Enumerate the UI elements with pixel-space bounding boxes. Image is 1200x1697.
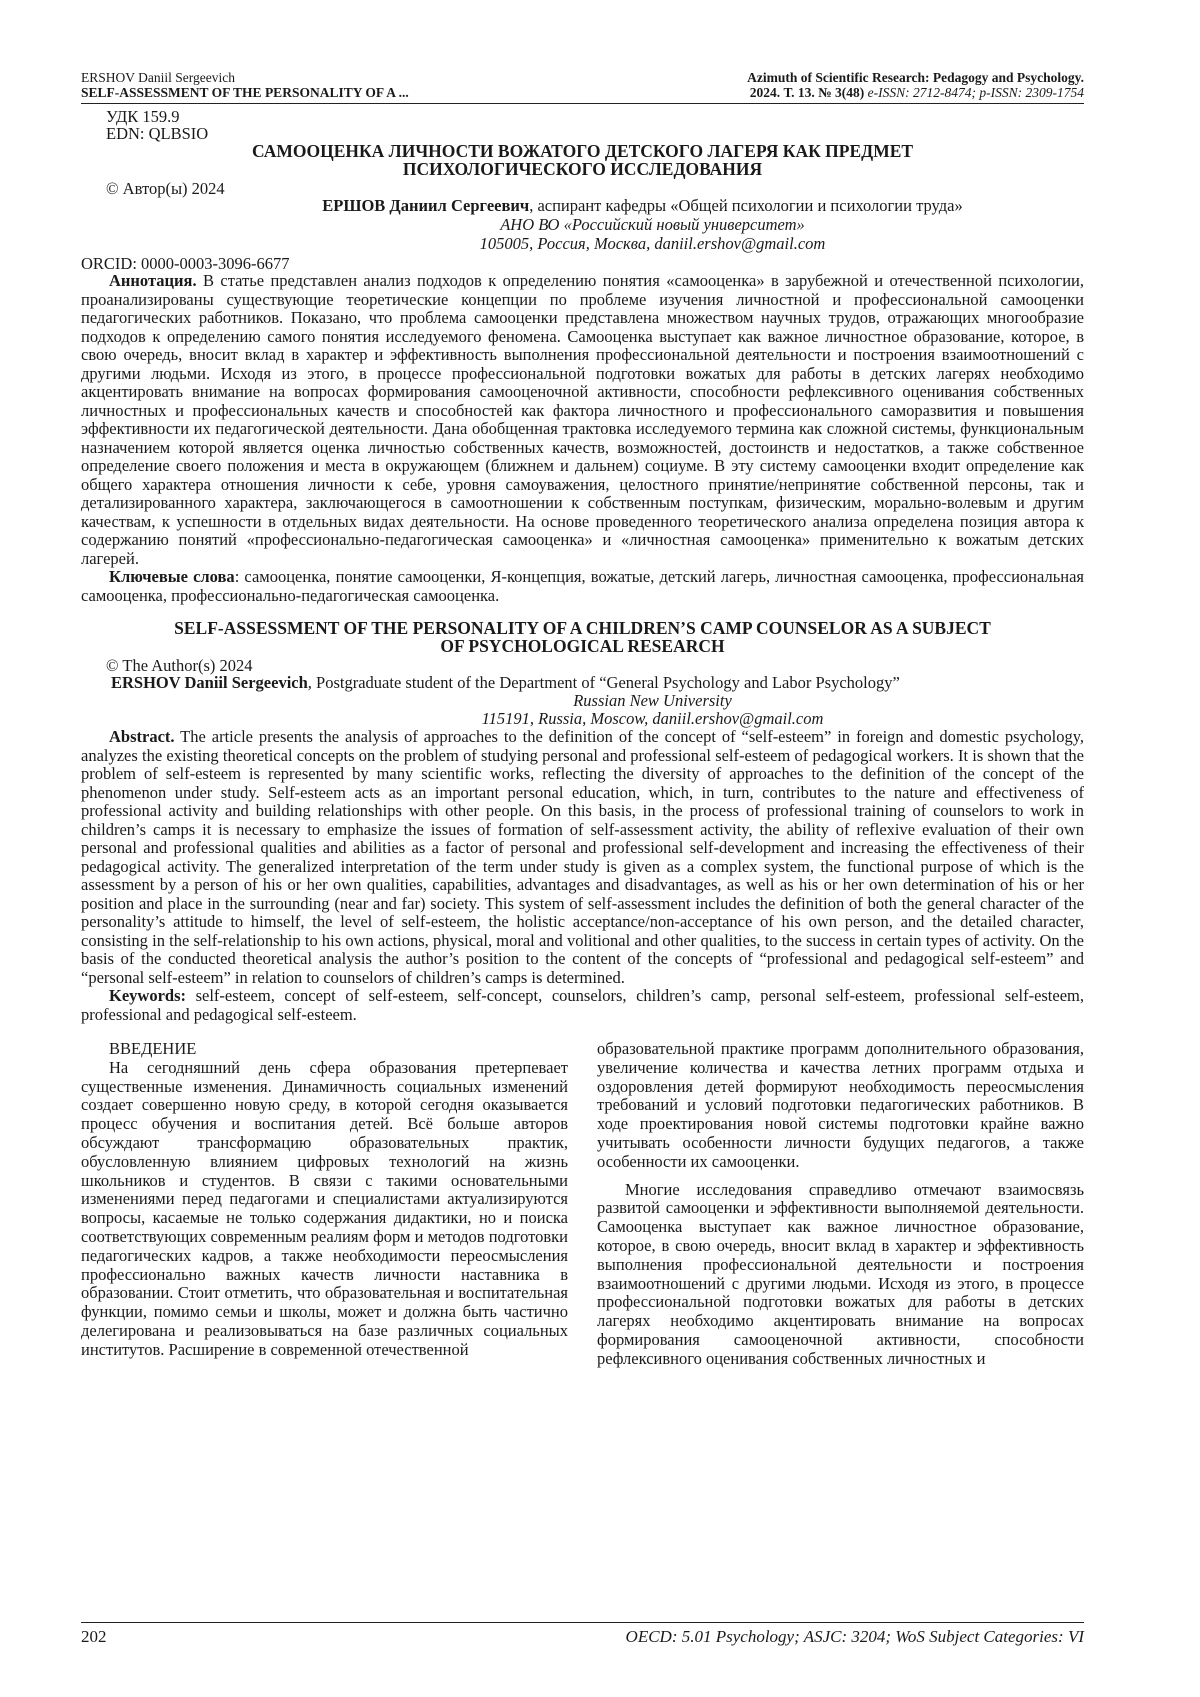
en-keywords xyxy=(81,987,1084,1024)
en-author-desc: , Postgraduate student of the Department of “General Psychology and Labor Psychology” xyxy=(307,673,900,692)
page-number: 202 xyxy=(81,1627,107,1646)
en-title xyxy=(91,619,1074,655)
en-title-line2: OF PSYCHOLOGICAL RESEARCH xyxy=(440,636,725,656)
footer-classification: OECD: 5.01 Psychology; ASJC: 3204; WoS Subject Categories: VI xyxy=(625,1627,1084,1646)
ru-keywords-label: Ключевые слова xyxy=(109,567,235,586)
ru-author xyxy=(201,197,1084,215)
en-copyright: © The Author(s) 2024 xyxy=(106,656,253,675)
right-column xyxy=(597,1040,1084,1369)
en-keywords-label: Keywords: xyxy=(109,986,186,1005)
header-right xyxy=(524,70,1084,100)
right-paragraph-continued: образовательной практике программ дополнительного образования, увеличение количества и качества летних программ отдыха и оздоровления детей формируют необходимость переосмысления требований и условий подготовки педагогических работников. В ходе проектирования новой системы подготовки крайне важно учитывать особенности личности будущих педагогов, а также особенности их самооценки. xyxy=(597,1039,1084,1171)
section-title: ВВЕДЕНИЕ xyxy=(109,1039,197,1058)
header-issn: e-ISSN: 2712-8474; p-ISSN: 2309-1754 xyxy=(867,85,1084,100)
page-footer xyxy=(81,1622,1084,1647)
ru-address: 105005, Россия, Москва, daniil.ershov@gmail.com xyxy=(479,234,826,253)
ru-author-name: ЕРШОВ Даниил Сергеевич xyxy=(322,196,530,215)
en-author-name: ERSHOV Daniil Sergeevich xyxy=(111,673,308,692)
orcid: ORCID: 0000-0003-3096-6677 xyxy=(81,254,290,273)
header-author: ERSHOV Daniil Sergeevich xyxy=(81,70,235,85)
ru-title xyxy=(121,142,1044,178)
ru-keywords xyxy=(81,568,1084,605)
ru-author-desc: , аспирант кафедры «Общей психологии и психологии труда» xyxy=(529,196,963,215)
body-columns xyxy=(81,1040,1084,1369)
en-affiliation: Russian New University xyxy=(573,691,732,710)
page xyxy=(81,70,1084,1369)
running-header xyxy=(81,70,1084,104)
right-paragraph: Многие исследования справедливо отмечают взаимосвязь развитой самооценки и эффективности выполняемой деятельности. Самооценка выступает как важное личностное образование, которое, в свою очередь, вносит вклад в характер и эффективность выполнения профессиональной деятельности и построения взаимоотношений с другими людьми. Исходя из этого, в процессе профессиональной подготовки вожатых для работы в детских лагерях необходимо акцентировать внимание на вопросах формирования самооценочной активности, способности рефлексивного оценивания собственных личностных и xyxy=(597,1179,1084,1368)
udc: УДК 159.9 xyxy=(106,107,180,126)
ru-abstract-label: Аннотация. xyxy=(109,271,197,290)
ru-abstract xyxy=(81,272,1084,568)
header-issue: 2024. Т. 13. № 3(48) xyxy=(749,85,865,100)
left-paragraph: На сегодняшний день сфера образования претерпевает существенные изменения. Динамичность социальных изменений создает совершенно новую среду, в которой сегодня оказывается процесс обучения и воспитания детей. Всё больше авторов обсуждают трансформацию образовательных практик, обусловленную влиянием цифровых технологий на жизнь школьников и студентов. В связи с такими основательными изменениями перед педагогами и специалистами актуализируются вопросы, касаемые не только содержания дидактики, но и поиска соответствующих современным реалиям форм и методов подготовки педагогических кадров, а также необходимости переосмысления профессионально важных качеств личности наставника в образовании. Стоит отметить, что образовательная и воспитательная функции, помимо семьи и школы, может и должна быть частично делегирована и реализовываться на базе различных социальных институтов. Расширение в современной отечественной xyxy=(81,1057,568,1359)
ru-title-line2: ПСИХОЛОГИЧЕСКОГО ИССЛЕДОВАНИЯ xyxy=(402,159,763,179)
en-abstract-text: The article presents the analysis of approaches to the definition of the concept of “self-esteem” in foreign and domestic psychology, analyzes the existing theoretical concepts on the problem of studying personal and professional self-esteem of pedagogical workers. It is shown that the problem of self-esteem is represented by many scientific works, reflecting the diversity of approaches to the definition of the concept of the phenomenon under study. Self-esteem acts as an important personal education, which, in turn, contributes to the nature and effectiveness of professional activity and building relationships with other people. On this basis, in the process of professional training of counselors to work in children’s camps it is necessary to emphasize the issues of formation of self-assessment activity, the ability of reflexive evaluation of their own personal and professional qualities and abilities as a factor of personal and professional self-development and increasing the effectiveness of their pedagogical activity. The generalized interpretation of the term under study is given as a complex system, the functional purpose of which is the assessment by a person of his or her own qualities, capabilities, advantages and disadvantages, as well as his or her own determination of his or her position and place in the surrounding (near and far) society. This system of self-assessment includes the definition of both the general character of the personality’s attitude to himself, the level of self-esteem, the holistic acceptance/non-acceptance of his own person, and the detailed character, consisting in the self-relationship to his own actions, physical, moral and volitional and other qualities, to the success in certain types of activity. On the basis of the conducted theoretical analysis the author’s position to the content of the concepts of “professional and pedagogical self-esteem” and “personal self-esteem” in relation to counselors of children’s camps is determined. xyxy=(81,727,1084,987)
left-column xyxy=(81,1040,568,1369)
header-journal: Azimuth of Scientific Research: Pedagogy and Psychology. xyxy=(747,70,1084,85)
en-address: 115191, Russia, Moscow, daniil.ershov@gmail.com xyxy=(481,709,824,728)
ru-keywords-text: : самооценка, понятие самооценки, Я-концепция, вожатые, детский лагерь, личностная самооценка, профессиональная самооценка, профессионально-педагогическая самооценка. xyxy=(81,567,1084,605)
en-author xyxy=(111,674,1084,692)
ru-title-line1: САМООЦЕНКА ЛИЧНОСТИ ВОЖАТОГО ДЕТСКОГО ЛАГЕРЯ КАК ПРЕДМЕТ xyxy=(251,141,914,161)
en-abstract xyxy=(81,728,1084,987)
ru-abstract-text: В статье представлен анализ подходов к определению понятия «самооценка» в зарубежной и отечественной психологии, проанализированы существующие теоретические концепции по проблеме изучения личностной и профессиональной самооценки педагогических работников. Показано, что проблема самооценки представлена множеством научных трудов, отражающих многообразие подходов к определению самого понятия исследуемого феномена. Самооценка выступает как важное личностное образование, которое, в свою очередь, вносит вклад в характер и эффективность выполнения профессиональной деятельности и построения взаимоотношений с другими людьми. Исходя из этого, в процессе профессиональной подготовки вожатых для работы в детских лагерях необходимо акцентировать внимание на вопросах формирования самооценочной активности, способности рефлексивного оценивания собственных личностных и профессиональных качеств и способностей как фактора личностного и профессионального саморазвития и повышения эффективности их педагогической деятельности. Дана обобщенная трактовка исследуемого термина как сложной системы, функциональным назначением которой является оценка личностью собственных качеств, возможностей, достоинств и недостатков, а также собственное определение своего положения и места в окружающем (ближнем и дальнем) социуме. В эту систему самооценки входит определение как общего характера отношения личности к себе, уровня самоуважения, целостного принятие/непринятие собственной персоны, так и детализированного характера, заключающегося в самоотношении к собственным поступкам, физическим, морально-волевым и другим качествам, к успешности в отдельных видах деятельности. На основе проведенного теоретического анализа определена позиция автора к содержанию понятий «профессионально-педагогическая самооценка» и «личностная самооценка» применительно к вожатым детских лагерей. xyxy=(81,271,1084,568)
header-left xyxy=(81,70,521,100)
en-title-line1: SELF-ASSESSMENT OF THE PERSONALITY OF A CHILDREN’S CAMP COUNSELOR AS A SUBJECT xyxy=(174,618,991,638)
ru-affiliation: АНО ВО «Российский новый университет» xyxy=(500,215,805,234)
ru-copyright: © Автор(ы) 2024 xyxy=(106,179,225,198)
en-abstract-label: Abstract. xyxy=(109,727,175,746)
header-short-title: SELF-ASSESSMENT OF THE PERSONALITY OF A ... xyxy=(81,85,409,100)
en-keywords-text: self-esteem, concept of self-esteem, self-concept, counselors, children’s camp, personal self-esteem, professional self-esteem, professional and pedagogical self-esteem. xyxy=(81,986,1084,1024)
edn: EDN: QLBSIO xyxy=(106,124,209,143)
